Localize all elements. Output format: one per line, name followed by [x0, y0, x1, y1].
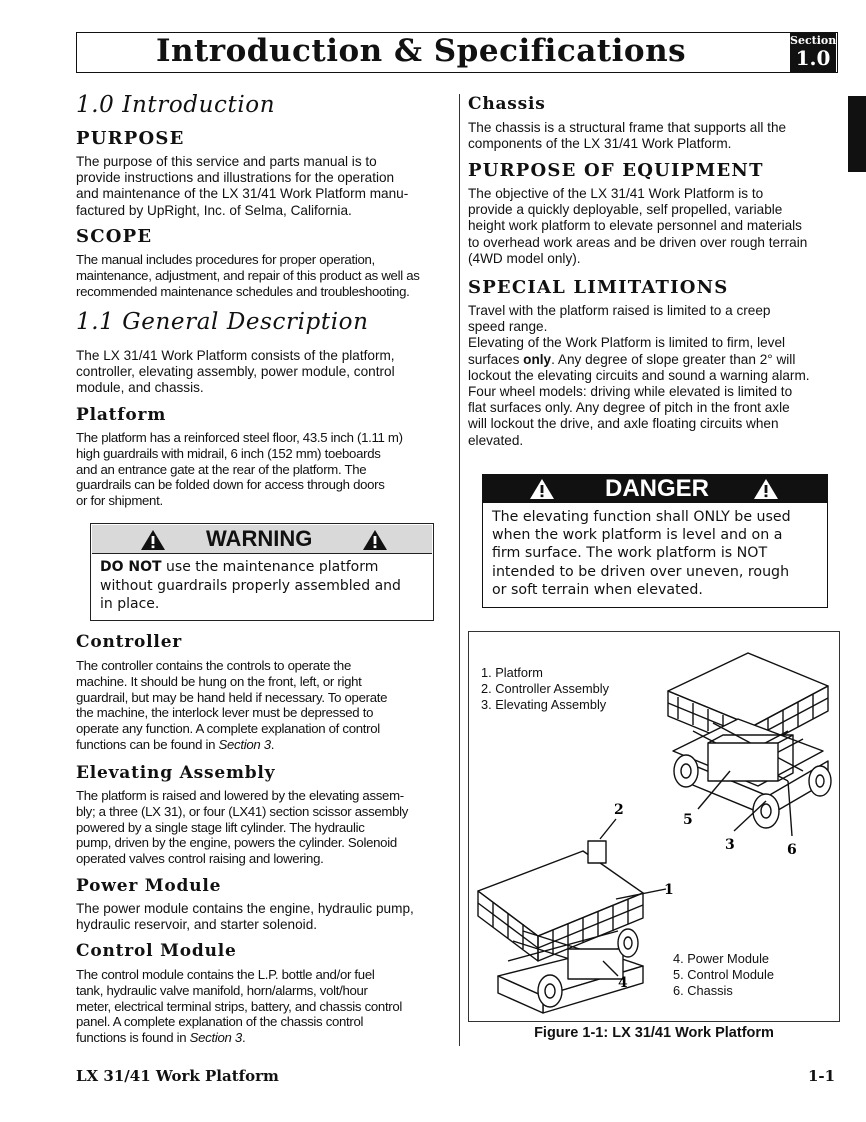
section-reference: Section 3 — [218, 736, 271, 752]
footer-title: LX 31/41 Work Platform — [76, 1067, 279, 1085]
text-line: The controller contains the controls to operate the — [76, 658, 351, 673]
purpose-of-equipment-text — [468, 186, 840, 267]
text-line — [76, 737, 456, 753]
purpose-heading: PURPOSE — [76, 128, 185, 149]
callout-1: 1 — [664, 882, 674, 898]
intro-heading: 1.0 Introduction — [76, 92, 276, 118]
text-line: provide a quickly deployable, self propelled, variable — [468, 202, 783, 218]
text-line: tank, hydraulic valve manifold, horn/alarms, volt/hour — [76, 982, 368, 998]
control-module-text — [76, 967, 456, 1046]
platform-heading: Platform — [76, 405, 167, 425]
section-reference: Section 3 — [189, 1030, 242, 1046]
chassis-text — [468, 120, 840, 152]
text-line: The platform is raised and lowered by the elevating assem- — [76, 788, 404, 803]
legend-item: 3. Elevating Assembly — [481, 697, 607, 712]
general-description-heading: 1.1 General Description — [76, 309, 369, 335]
section-number: 1.0 — [795, 46, 831, 70]
platform-text — [76, 430, 456, 509]
text-line: factured by UpRight, Inc. of Selma, California. — [76, 202, 352, 218]
text-line: The control module contains the L.P. bottle and/or fuel — [76, 967, 375, 982]
text-line: panel. A complete explanation of the chassis control — [76, 1014, 364, 1030]
warning-triangle-icon — [362, 529, 388, 551]
elevating-assembly-heading: Elevating Assembly — [76, 763, 276, 783]
page-number: 1-1 — [808, 1067, 836, 1085]
page-title: Introduction & Specifications — [155, 33, 687, 69]
special-limitations-text — [468, 303, 840, 449]
text-line — [468, 352, 840, 368]
text-line: bly; a three (LX 31), or four (LX41) section scissor assembly — [76, 803, 409, 819]
scope-heading: SCOPE — [76, 226, 153, 247]
text-line: The objective of the LX 31/41 Work Platform is to — [468, 186, 764, 201]
text-line: operated valves control raising and lowering. — [76, 851, 324, 867]
text-line: guardrails can be folded down for access through doors — [76, 477, 385, 493]
scope-text — [76, 252, 456, 299]
text-line: the machine, the interlock lever must be depressed to — [76, 705, 374, 721]
text-line: high guardrails with midrail, 6 inch (152 mm) toeboards — [76, 445, 381, 461]
text-line: intended to be driven over uneven, rough — [492, 563, 790, 580]
text-line: The power module contains the engine, hydraulic pump, — [76, 901, 414, 916]
chassis-heading: Chassis — [468, 94, 546, 114]
purpose-of-equipment-heading: PURPOSE OF EQUIPMENT — [468, 160, 764, 181]
work-platform-illustration — [468, 631, 840, 1022]
elevating-assembly-text — [76, 788, 456, 867]
text-line: firm surface. The work platform is NOT — [492, 545, 768, 562]
general-description-text — [76, 348, 456, 397]
legend-item: 6. Chassis — [673, 983, 733, 998]
text-line: module, and chassis. — [76, 380, 204, 396]
text-line: hydraulic reservoir, and starter solenoid. — [76, 917, 318, 933]
text-fragment: use the maintenance platform — [161, 559, 379, 575]
legend-item: 2. Controller Assembly — [481, 681, 610, 696]
text-line: provide instructions and illustrations for the operation — [76, 170, 395, 186]
legend-item: 1. Platform — [481, 665, 543, 680]
power-module-heading: Power Module — [76, 876, 222, 896]
warning-triangle-icon — [140, 529, 166, 551]
text-line: The chassis is a structural frame that supports all the — [468, 120, 787, 135]
special-limitations-heading: SPECIAL LIMITATIONS — [468, 277, 729, 298]
text-line: without guardrails properly assembled and — [100, 577, 401, 594]
text-line: The purpose of this service and parts manual is to — [76, 154, 377, 169]
text-line: or soft terrain when elevated. — [492, 581, 703, 598]
text-line: elevated. — [468, 432, 524, 448]
text-line: The LX 31/41 Work Platform consists of the platform, — [76, 348, 395, 363]
text-fragment: surfaces — [468, 351, 524, 367]
text-line: machine. It should be hung on the front, left, or right — [76, 673, 362, 689]
text-line: The platform has a reinforced steel floor, 43.5 inch (1.11 m) — [76, 430, 403, 445]
text-line: components of the LX 31/41 Work Platform. — [468, 136, 732, 152]
danger-title: DANGER — [605, 475, 710, 502]
figure-caption: Figure 1-1: LX 31/41 Work Platform — [534, 1025, 774, 1041]
text-line: flat surfaces only. Any degree of pitch in the front axle — [468, 400, 790, 416]
power-module-text — [76, 901, 456, 933]
legend-item: 4. Power Module — [673, 951, 770, 966]
purpose-text — [76, 154, 456, 219]
text-line: and maintenance of the LX 31/41 Work Platform manu- — [76, 186, 409, 202]
text-line: (4WD model only). — [468, 250, 581, 266]
text-line: and an entrance gate at the rear of the platform. The — [76, 461, 367, 477]
text-line: lockout the elevating circuits and sound a warning alarm. — [468, 367, 810, 383]
callout-5: 5 — [683, 812, 693, 828]
text-line: Travel with the platform raised is limited to a creep — [468, 303, 771, 318]
text-emphasis: only — [523, 351, 552, 367]
text-line: powered by a single stage lift cylinder. The hydraulic — [76, 819, 365, 835]
danger-header — [483, 475, 827, 503]
text-line: guardrail, but may be hand held if necessary. To operate — [76, 689, 388, 705]
controller-heading: Controller — [76, 632, 183, 652]
text-line: will lockout the drive, and axle floating circuits when — [468, 416, 779, 432]
text-line: speed range. — [468, 319, 548, 335]
text-line: The manual includes procedures for proper operation, — [76, 252, 375, 267]
callout-6: 6 — [787, 842, 797, 858]
text-fragment: functions is found in — [76, 1030, 190, 1046]
section-badge — [790, 33, 836, 72]
danger-triangle-icon — [753, 478, 779, 500]
text-line: recommended maintenance schedules and troubleshooting. — [76, 283, 410, 299]
text-fragment: functions can be found in — [76, 736, 219, 752]
text-fragment: . — [270, 736, 275, 752]
text-fragment: . — [241, 1030, 246, 1046]
text-line: meter, electrical terminal strips, battery, and chassis control — [76, 998, 403, 1014]
text-line: height work platform to elevate personnel and materials — [468, 218, 802, 234]
column-divider — [459, 94, 460, 1046]
text-line: in place. — [100, 596, 160, 612]
text-line: Elevating of the Work Platform is limited to firm, level — [468, 335, 786, 351]
warning-title: WARNING — [206, 526, 313, 551]
controller-text — [76, 658, 456, 753]
section-thumb-tab — [848, 96, 866, 172]
text-line: controller, elevating assembly, power module, control — [76, 364, 395, 380]
text-line: to overhead work areas and be driven over rough terrain — [468, 234, 808, 250]
text-line: maintenance, adjustment, and repair of this product as well as — [76, 267, 420, 283]
text-line: when the work platform is level and on a — [492, 527, 783, 544]
callout-3: 3 — [725, 837, 735, 853]
text-fragment: . Any degree of slope greater than 2° will — [551, 351, 796, 367]
text-line: pump, driven by the engine, powers the cylinder. Solenoid — [76, 835, 397, 851]
legend-item: 5. Control Module — [673, 967, 775, 982]
callout-2: 2 — [614, 802, 624, 818]
text-line: operate any function. A complete explanation of control — [76, 721, 380, 737]
text-line: Four wheel models: driving while elevated is limited to — [468, 384, 793, 400]
section-label: Section — [790, 34, 837, 47]
text-line: The elevating function shall ONLY be used — [492, 509, 791, 525]
warning-text — [100, 558, 430, 614]
text-line — [100, 558, 430, 577]
text-line — [76, 1030, 456, 1046]
danger-text — [492, 508, 822, 599]
warning-emphasis: DO NOT — [100, 559, 162, 575]
callout-4: 4 — [618, 975, 628, 991]
danger-triangle-icon — [529, 478, 555, 500]
text-line: or for shipment. — [76, 493, 163, 509]
control-module-heading: Control Module — [76, 941, 237, 961]
warning-header — [92, 525, 432, 554]
